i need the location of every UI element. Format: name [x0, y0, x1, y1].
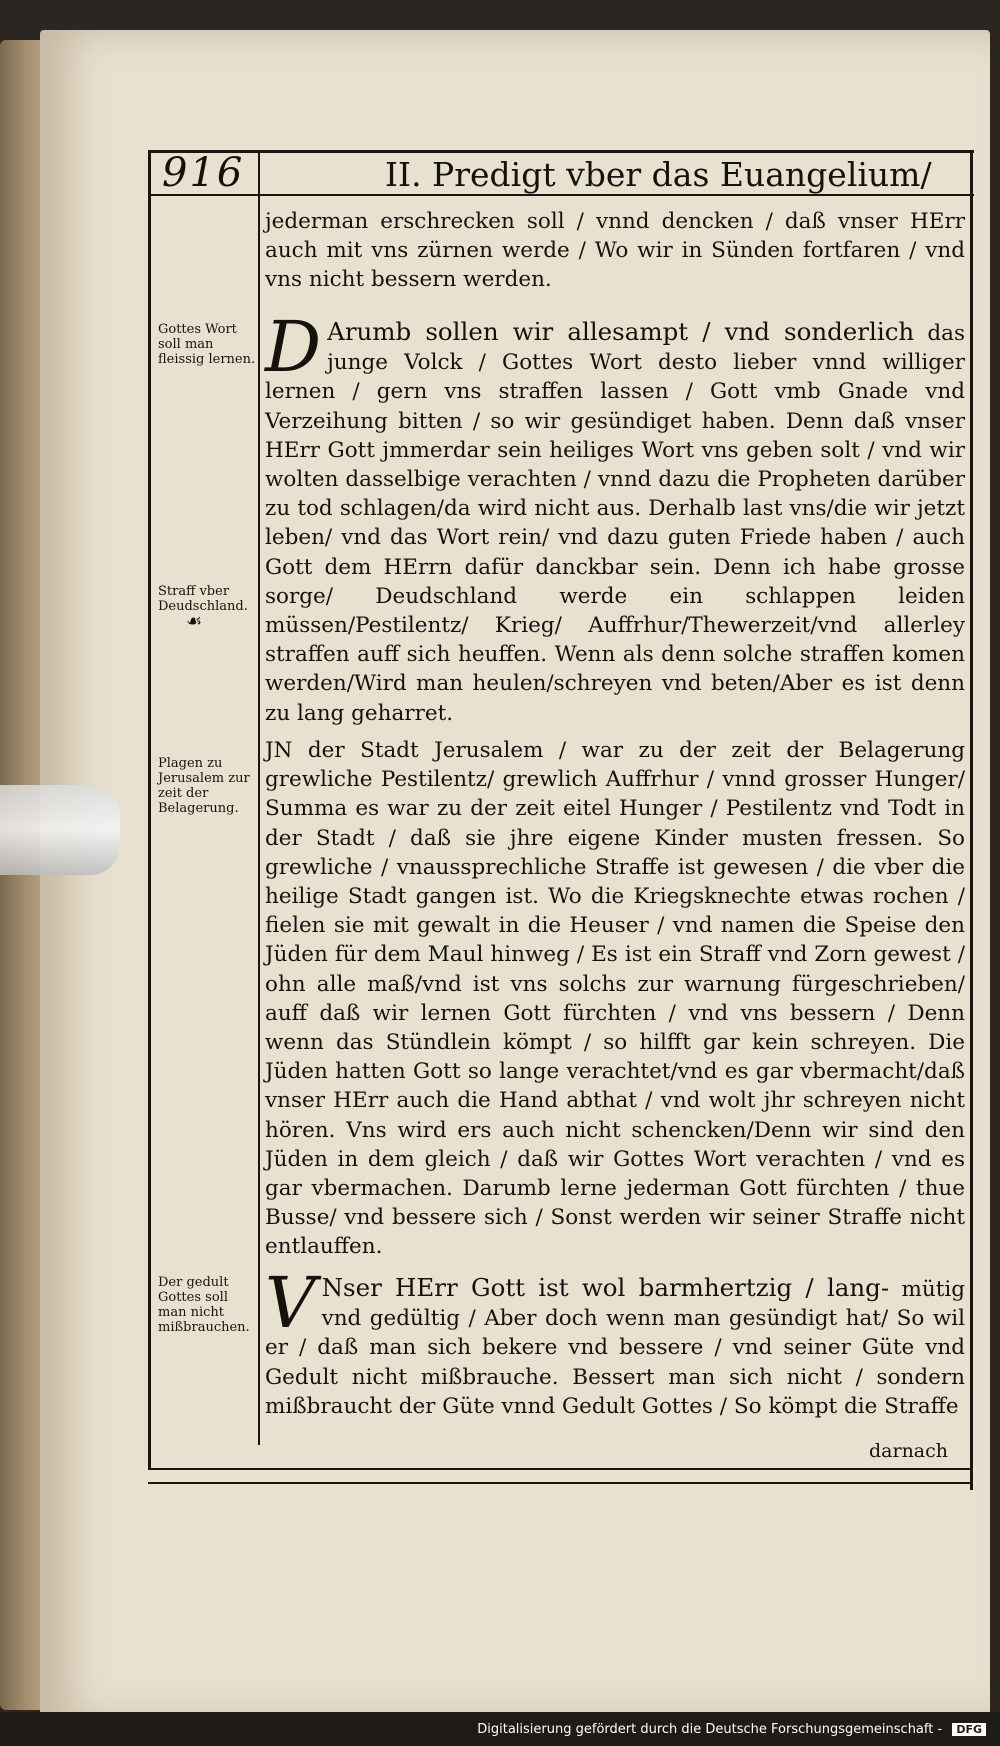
frame-rule-left	[148, 150, 151, 1468]
dfg-logo: DFG	[952, 1723, 986, 1736]
paragraph-3: JN der Stadt Jerusalem / war zu der zeit der Belagerung grewliche Pestilentz/ grewlich Auffrhur / vnnd grosser Hunger/ Summa es war zu der zeit eitel Hunger / Pestilentz vnd Todt in der Stadt / daß sie jhre eigene Kinder musten fressen. So grewliche / vnaussprechliche Straffe ist gewesen / die vber die heilige Stadt gangen ist. Wo die Kriegsknechte etwas rochen / fielen sie mit gewalt in die Heuser / vnd namen die Speise den Jüden für dem Maul hinweg / Es ist ein Straff vnd Zorn gewest / ohn alle maß/vnd ist vns solchs zur warnung fürgeschrieben/ auff daß wir lernen Gott fürchten / vnd vns bessern / Denn wenn das Stündlein kömpt / so hilfft gar kein schreyen. Die Jüden hatten Gott so lange verachtet/vnd es gar vbermacht/daß vnser HErr auch die Hand abthat / vnd wolt jhr schreyen nicht hören. Vns wird ers auch nicht schencken/Denn wir sind den Jüden in dem gleich / daß wir Gottes Wort verachten / vnd es gar vbermachen. Darumb lerne jederman Gott fürchten / thue Busse/ vnd bessere sich / Sonst werden wir seiner Straffe nicht entlauffen.	[265, 738, 965, 1260]
page-clip	[0, 785, 120, 875]
drop-capital-d: D	[265, 306, 322, 388]
paragraph-1: jederman erschrecken soll / vnnd dencken / daß vnser HErr auch mit vns zürnen werde / Wo wir in Sünden fortfaren / vnd vns nicht bessern werden.	[265, 209, 965, 293]
page-number: 916	[162, 150, 245, 196]
frame-rule-top	[148, 150, 974, 153]
running-head: II. Predigt vber das Euangelium/	[385, 155, 932, 194]
digitization-credit-text: Digitalisierung gefördert durch die Deutsche Forschungsgemeinschaft -	[477, 1722, 943, 1737]
paragraph-4-lead: Nser HErr Gott ist wol barmhertzig / lang-	[321, 1273, 890, 1302]
paragraph-2-body: das junge Volck / Gottes Wort desto lieber vnnd williger lernen / gern vns straffen lassen / Gott vmb Gnade vnd Verzeihung bitten / so wir gesündiget haben. Denn daß vnser HErr Gott jmmerdar sein heiliges Wort vns geben solt / vnd wir wolten dasselbige verachten / vnnd dazu die Propheten darüber zu tod schlagen/da wird nicht aus. Derhalb last vns/die wir jetzt leben/ vnd das Wort rein/ vnd dazu guten Friede haben / auch Gott dem HErrn dafür danckbar sein. Denn ich habe grosse sorge/ Deudschland werde ein schlappen leiden müssen/Pestilentz/ Krieg/ Auffrhur/Thewerzeit/vnd allerley straffen auff sich heuffen. Wenn als denn solche straffen komen werden/Wird man heulen/schreyen vnd beten/Aber es ist denn zu lang geharret.	[265, 321, 965, 726]
frame-rule-bottom-outer	[148, 1482, 973, 1484]
paragraph-2	[265, 306, 965, 728]
frame-rule-bottom	[148, 1468, 973, 1470]
margin-note-gottes-wort: Gottes Wort soll man fleissig lernen.	[158, 322, 256, 367]
drop-capital-v: V	[265, 1262, 316, 1344]
margin-note-plagen: Plagen zu Jerusalem zur zeit der Belagerung.	[158, 756, 250, 816]
frame-rule-header	[148, 194, 974, 196]
digitization-credit	[477, 1722, 986, 1737]
catchword: darnach	[869, 1440, 949, 1462]
fleuron-icon: ☙	[186, 611, 203, 632]
frame-rule-margin-divider	[258, 150, 260, 1445]
margin-note-gedult: Der gedult Gottes soll man nicht mißbrauchen.	[158, 1275, 250, 1335]
paragraph-4	[265, 1262, 965, 1421]
paragraph-4-body: mütig vnd gedültig / Aber doch wenn man gesündigt hat/ So wil er / daß man sich bekere vnd bessere / vnd seiner Güte vnd Gedult nicht mißbrauche. Bessert man sich nicht / sondern mißbraucht der Güte vnnd Gedult Gottes / So kömpt die Straffe	[265, 1277, 965, 1419]
frame-rule-right	[970, 150, 973, 1490]
paragraph-2-lead: Arumb sollen wir allesampt / vnd sonderlich	[327, 317, 915, 346]
margin-note-straff	[158, 584, 256, 632]
margin-note-straff-text: Straff vber Deudschland.	[158, 584, 248, 614]
